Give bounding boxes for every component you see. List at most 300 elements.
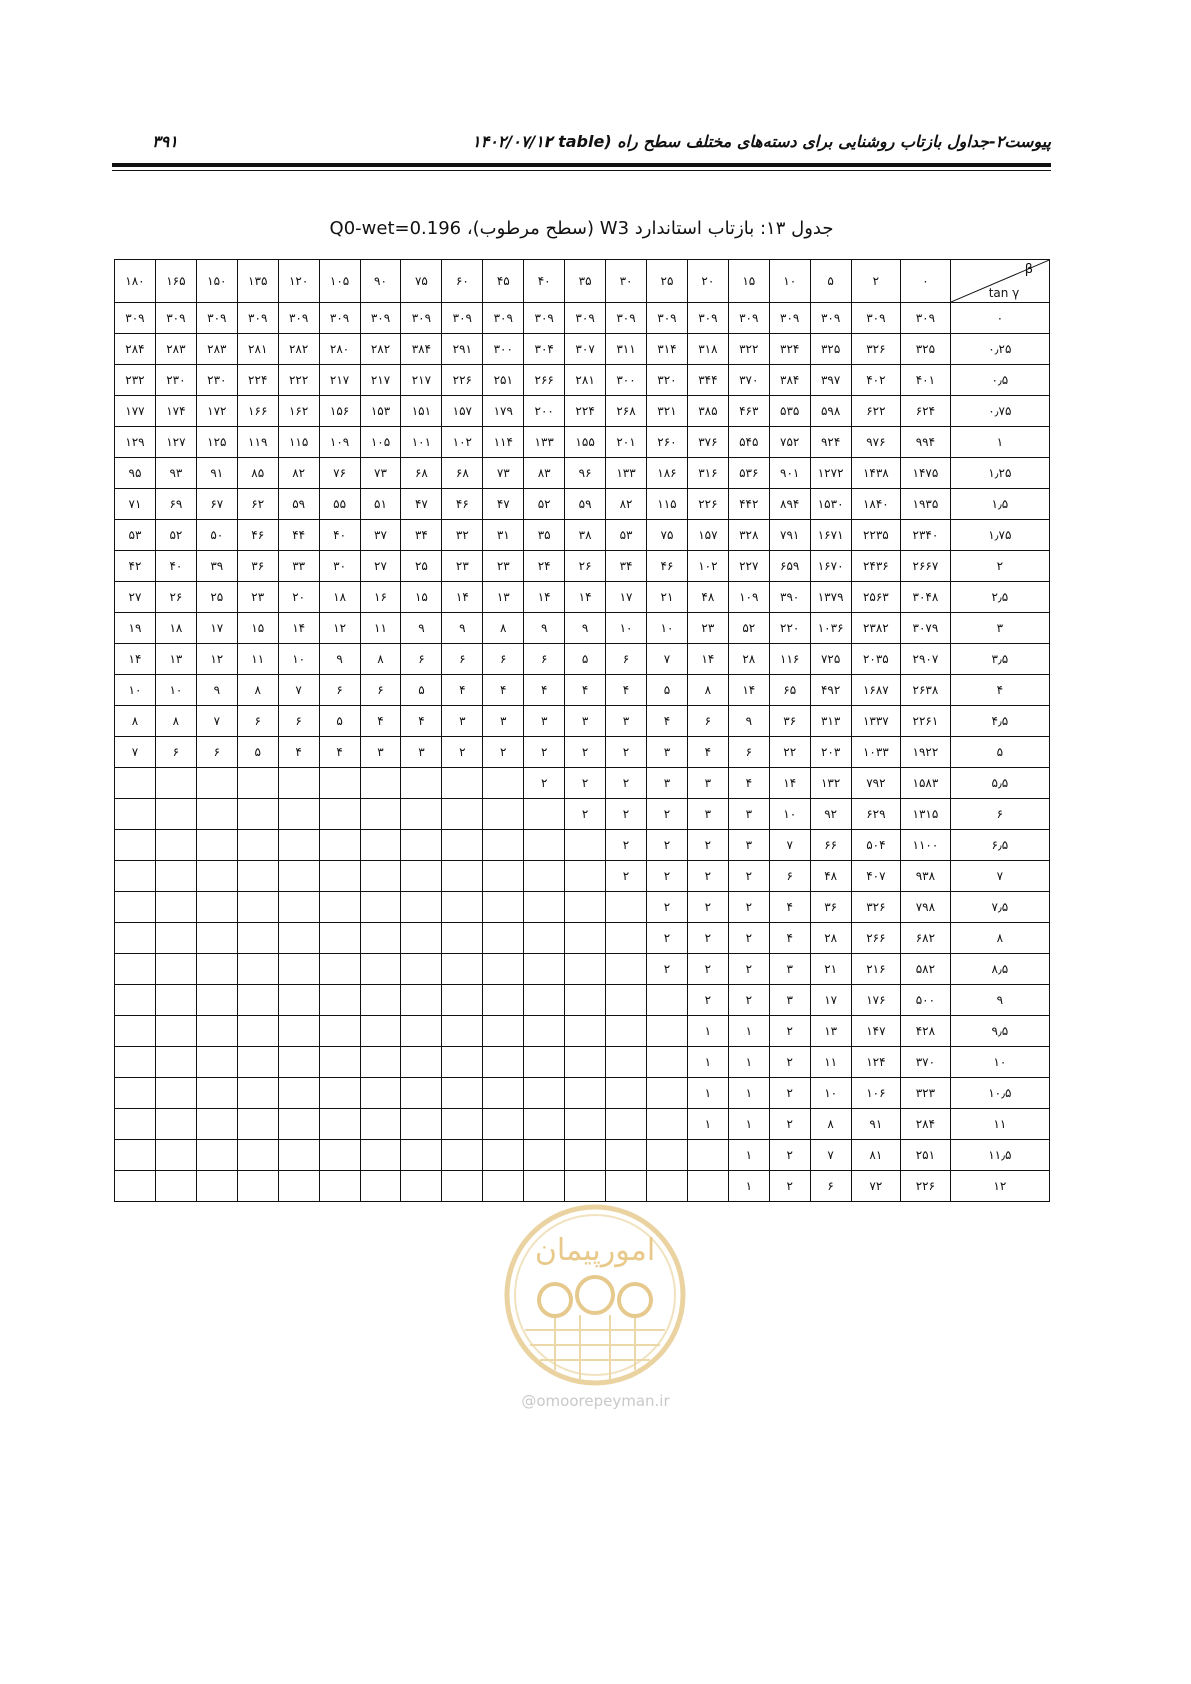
table-cell: ۲ (524, 737, 565, 768)
table-cell: ۴ (687, 737, 728, 768)
table-cell (115, 892, 156, 923)
table-cell (196, 1109, 237, 1140)
table-cell: ۲۲۶ (442, 365, 483, 396)
row-label: ۱۱٫۵ (950, 1140, 1049, 1171)
table-cell: ۲ (728, 954, 769, 985)
table-cell (319, 861, 360, 892)
table-cell: ۴ (319, 737, 360, 768)
table-cell: ۱۰۵ (360, 427, 401, 458)
table-cell: ۵۱ (360, 489, 401, 520)
table-cell: ۵۵ (319, 489, 360, 520)
table-cell (278, 768, 319, 799)
table-cell: ۲۳۰ (196, 365, 237, 396)
table-cell: ۹ (442, 613, 483, 644)
table-cell (115, 799, 156, 830)
table-cell: ۲۸۲ (278, 334, 319, 365)
table-cell: ۱۶۲ (278, 396, 319, 427)
table-cell (360, 1140, 401, 1171)
table-cell (401, 1140, 442, 1171)
table-cell (442, 1078, 483, 1109)
table-cell: ۱۲ (319, 613, 360, 644)
table-cell: ۳۰۹ (237, 303, 278, 334)
table-cell: ۱۱ (237, 644, 278, 675)
table-cell: ۵۰۴ (851, 830, 901, 861)
table-cell (442, 923, 483, 954)
table-cell: ۶ (360, 675, 401, 706)
table-cell (360, 892, 401, 923)
table-cell: ۵۲ (155, 520, 196, 551)
table-cell: ۵۳۵ (769, 396, 810, 427)
table-cell: ۵۰۰ (901, 985, 951, 1016)
column-header: ۱۳۵ (237, 260, 278, 303)
table-cell: ۴۷ (401, 489, 442, 520)
table-cell (115, 1171, 156, 1202)
table-cell: ۱ (687, 1078, 728, 1109)
table-cell: ۲ (606, 830, 647, 861)
table-cell: ۴۰۲ (851, 365, 901, 396)
table-cell: ۲ (769, 1171, 810, 1202)
table-cell: ۶ (319, 675, 360, 706)
table-cell: ۳۲۶ (851, 892, 901, 923)
table-cell: ۳۰۹ (565, 303, 606, 334)
table-cell: ۲ (565, 737, 606, 768)
table-cell (401, 830, 442, 861)
watermark-url: @omoorepeyman.ir (521, 1392, 670, 1410)
table-cell: ۲۲۶ (687, 489, 728, 520)
table-cell: ۵ (646, 675, 687, 706)
table-cell: ۳ (728, 830, 769, 861)
table-cell: ۱۴ (442, 582, 483, 613)
table-cell (196, 1047, 237, 1078)
table-cell (278, 1109, 319, 1140)
table-cell (196, 923, 237, 954)
table-cell: ۹۲۴ (810, 427, 851, 458)
column-header: ۲۰ (687, 260, 728, 303)
table-cell (278, 985, 319, 1016)
table-cell: ۴۰ (155, 551, 196, 582)
table-cell (319, 954, 360, 985)
table-row (115, 861, 1050, 892)
table-cell: ۲۸۳ (196, 334, 237, 365)
table-cell: ۶۵۹ (769, 551, 810, 582)
page-number: ۳۹۱ (152, 132, 178, 151)
table-cell (565, 1078, 606, 1109)
row-label: ۸ (950, 923, 1049, 954)
row-label: ۷٫۵ (950, 892, 1049, 923)
table-cell (237, 1047, 278, 1078)
table-cell: ۶ (483, 644, 524, 675)
table-cell (196, 799, 237, 830)
table-cell: ۳۰۹ (360, 303, 401, 334)
table-cell: ۹۶ (565, 458, 606, 489)
table-cell (442, 830, 483, 861)
table-row (115, 737, 1050, 768)
column-header: ۱۶۵ (155, 260, 196, 303)
table-cell: ۳۰۴ (524, 334, 565, 365)
table-cell: ۱۵ (401, 582, 442, 613)
table-cell: ۳۶ (810, 892, 851, 923)
table-cell: ۶ (155, 737, 196, 768)
table-cell: ۲ (646, 892, 687, 923)
column-header: ۱۵ (728, 260, 769, 303)
column-header: ۷۵ (401, 260, 442, 303)
table-cell (483, 830, 524, 861)
table-cell: ۲ (606, 861, 647, 892)
table-row (115, 520, 1050, 551)
table-cell: ۱۳ (483, 582, 524, 613)
table-cell: ۴۶ (646, 551, 687, 582)
table-cell: ۸۲ (278, 458, 319, 489)
table-cell (401, 1109, 442, 1140)
table-cell: ۲۵۱ (901, 1140, 951, 1171)
table-cell: ۲۳ (483, 551, 524, 582)
table-cell: ۱۷۲ (196, 396, 237, 427)
table-cell: ۲۳۰ (155, 365, 196, 396)
table-cell (687, 1171, 728, 1202)
table-cell (196, 1140, 237, 1171)
table-cell: ۱۴ (278, 613, 319, 644)
table-row (115, 706, 1050, 737)
table-cell: ۱۵۳ (360, 396, 401, 427)
table-cell (565, 1109, 606, 1140)
table-cell (646, 1171, 687, 1202)
row-label: ۷ (950, 861, 1049, 892)
table-cell (606, 1140, 647, 1171)
table-cell: ۲۸۴ (115, 334, 156, 365)
table-cell: ۱۵۷ (442, 396, 483, 427)
table-cell (646, 985, 687, 1016)
table-cell: ۴۴ (278, 520, 319, 551)
table-cell (565, 1016, 606, 1047)
table-cell: ۹۰۱ (769, 458, 810, 489)
table-cell: ۹۳۸ (901, 861, 951, 892)
table-cell: ۴ (483, 675, 524, 706)
table-cell (237, 1171, 278, 1202)
table-cell: ۱۳ (155, 644, 196, 675)
table-row (115, 458, 1050, 489)
table-cell: ۳ (728, 799, 769, 830)
row-label: ۲ (950, 551, 1049, 582)
table-cell: ۷ (769, 830, 810, 861)
table-cell (115, 830, 156, 861)
table-cell (278, 1047, 319, 1078)
table-row (115, 489, 1050, 520)
table-cell: ۲۲۷ (728, 551, 769, 582)
table-cell: ۲۱۷ (319, 365, 360, 396)
table-cell (155, 923, 196, 954)
table-cell (196, 892, 237, 923)
table-cell: ۲۶۶ (524, 365, 565, 396)
table-cell: ۲۱۶ (851, 954, 901, 985)
row-label: ۰ (950, 303, 1049, 334)
table-cell: ۶۸ (401, 458, 442, 489)
table-cell: ۴۰۷ (851, 861, 901, 892)
table-cell (401, 1171, 442, 1202)
table-cell: ۲۳ (442, 551, 483, 582)
table-cell: ۳۹۷ (810, 365, 851, 396)
table-cell: ۳۶ (237, 551, 278, 582)
table-cell (278, 861, 319, 892)
table-cell (442, 954, 483, 985)
table-cell: ۷ (278, 675, 319, 706)
table-row (115, 1078, 1050, 1109)
table-cell: ۱۱۶ (769, 644, 810, 675)
table-cell: ۱۰۱ (401, 427, 442, 458)
table-cell: ۶۵ (769, 675, 810, 706)
table-cell: ۸۵ (237, 458, 278, 489)
table-cell (687, 1140, 728, 1171)
table-cell (360, 861, 401, 892)
table-cell (442, 1109, 483, 1140)
row-label: ۱۱ (950, 1109, 1049, 1140)
table-row (115, 334, 1050, 365)
row-label: ۰٫۷۵ (950, 396, 1049, 427)
table-cell: ۲ (769, 1109, 810, 1140)
row-label: ۸٫۵ (950, 954, 1049, 985)
table-cell: ۲۲۶۱ (901, 706, 951, 737)
table-cell: ۲ (646, 923, 687, 954)
column-header: ۵ (810, 260, 851, 303)
column-header: ۴۵ (483, 260, 524, 303)
row-label: ۶ (950, 799, 1049, 830)
table-cell: ۱۴ (687, 644, 728, 675)
table-cell: ۱۳۱۵ (901, 799, 951, 830)
table-cell: ۶ (728, 737, 769, 768)
column-header: ۹۰ (360, 260, 401, 303)
table-cell: ۲ (565, 799, 606, 830)
table-cell: ۸۱ (851, 1140, 901, 1171)
table-cell: ۳۸ (565, 520, 606, 551)
table-cell: ۳۴۴ (687, 365, 728, 396)
table-cell: ۳۰۹ (278, 303, 319, 334)
table-cell: ۴۷ (483, 489, 524, 520)
table-cell: ۱۴۷ (851, 1016, 901, 1047)
table-cell: ۱۹۲۲ (901, 737, 951, 768)
table-cell: ۱ (728, 1078, 769, 1109)
table-cell: ۵ (401, 675, 442, 706)
table-cell: ۱۷۴ (155, 396, 196, 427)
table-cell: ۴ (442, 675, 483, 706)
table-cell (483, 1171, 524, 1202)
table-cell: ۱۴ (524, 582, 565, 613)
table-row (115, 1109, 1050, 1140)
table-cell (524, 861, 565, 892)
table-row (115, 799, 1050, 830)
table-cell: ۲۶۳۸ (901, 675, 951, 706)
table-cell: ۲ (646, 954, 687, 985)
column-header: ۲۵ (646, 260, 687, 303)
table-cell: ۱۹ (115, 613, 156, 644)
row-label: ۴ (950, 675, 1049, 706)
table-cell: ۹۵ (115, 458, 156, 489)
header-rule-thick (112, 163, 1051, 167)
table-cell: ۴۶ (442, 489, 483, 520)
table-cell (196, 1171, 237, 1202)
table-cell: ۲۶۸ (606, 396, 647, 427)
table-cell (115, 1078, 156, 1109)
table-cell: ۷۲ (851, 1171, 901, 1202)
table-cell (319, 1047, 360, 1078)
table-cell: ۲۱ (810, 954, 851, 985)
table-cell (196, 861, 237, 892)
table-cell (360, 1171, 401, 1202)
table-cell: ۴ (769, 923, 810, 954)
table-cell: ۲ (687, 923, 728, 954)
header-row (115, 260, 1050, 303)
table-cell: ۲ (646, 830, 687, 861)
table-cell: ۱۸۴۰ (851, 489, 901, 520)
table-cell (442, 1171, 483, 1202)
table-cell: ۱۲۹ (115, 427, 156, 458)
table-row (115, 365, 1050, 396)
table-cell: ۸ (483, 613, 524, 644)
table-cell: ۲ (483, 737, 524, 768)
table-cell: ۳ (646, 768, 687, 799)
table-cell: ۹۳ (155, 458, 196, 489)
table-cell: ۲۷ (115, 582, 156, 613)
table-cell: ۱۷ (196, 613, 237, 644)
table-cell: ۲۵۶۳ (851, 582, 901, 613)
table-cell: ۲۰۳۵ (851, 644, 901, 675)
table-cell: ۱۷۷ (115, 396, 156, 427)
table-cell: ۴ (401, 706, 442, 737)
table-cell: ۳ (524, 706, 565, 737)
table-cell: ۲۶۶۷ (901, 551, 951, 582)
table-cell: ۳۰۹ (524, 303, 565, 334)
table-cell: ۳ (687, 799, 728, 830)
table-row (115, 303, 1050, 334)
table-cell: ۴ (769, 892, 810, 923)
table-cell: ۳۵ (524, 520, 565, 551)
table-cell (237, 923, 278, 954)
row-label: ۱۰٫۵ (950, 1078, 1049, 1109)
table-cell: ۱۱۰۰ (901, 830, 951, 861)
table-cell: ۴ (728, 768, 769, 799)
table-cell: ۴ (524, 675, 565, 706)
table-cell (115, 1140, 156, 1171)
table-cell (237, 892, 278, 923)
table-cell (565, 892, 606, 923)
table-cell (115, 768, 156, 799)
table-cell: ۱۰ (115, 675, 156, 706)
table-cell: ۹ (728, 706, 769, 737)
table-cell: ۲۴۳۶ (851, 551, 901, 582)
table-cell: ۲ (646, 861, 687, 892)
table-cell: ۹ (524, 613, 565, 644)
beta-label: β (1024, 262, 1033, 277)
table-cell: ۳۲۲ (728, 334, 769, 365)
table-cell (237, 1109, 278, 1140)
table-cell: ۳۱۸ (687, 334, 728, 365)
table-cell: ۲۲۲ (278, 365, 319, 396)
table-cell: ۲ (442, 737, 483, 768)
table-cell: ۲۳ (237, 582, 278, 613)
table-cell (360, 954, 401, 985)
row-label: ۱٫۲۵ (950, 458, 1049, 489)
table-cell (606, 1078, 647, 1109)
table-cell: ۳۰۹ (483, 303, 524, 334)
table-row (115, 1047, 1050, 1078)
table-cell: ۶ (196, 737, 237, 768)
table-cell (401, 1016, 442, 1047)
table-cell (196, 985, 237, 1016)
table-cell: ۳۰۹ (810, 303, 851, 334)
table-cell: ۳۰۹ (155, 303, 196, 334)
table-cell: ۳۷۶ (687, 427, 728, 458)
table-cell: ۳ (606, 706, 647, 737)
table-row (115, 830, 1050, 861)
table-cell: ۱ (687, 1109, 728, 1140)
table-cell: ۱۵۷ (687, 520, 728, 551)
table-cell: ۶ (810, 1171, 851, 1202)
table-cell: ۱۴ (728, 675, 769, 706)
row-label: ۳٫۵ (950, 644, 1049, 675)
table-cell (278, 892, 319, 923)
table-cell: ۲۸۴ (901, 1109, 951, 1140)
table-cell: ۷۲۵ (810, 644, 851, 675)
row-label: ۰٫۲۵ (950, 334, 1049, 365)
table-cell: ۲۲۴ (565, 396, 606, 427)
table-cell: ۴۰۱ (901, 365, 951, 396)
table-cell (524, 1140, 565, 1171)
table-cell (483, 892, 524, 923)
table-cell: ۲۵۱ (483, 365, 524, 396)
column-header: ۱۸۰ (115, 260, 156, 303)
column-header: ۱۵۰ (196, 260, 237, 303)
table-cell: ۱۲۷۲ (810, 458, 851, 489)
table-cell: ۱۴۳۸ (851, 458, 901, 489)
table-cell: ۳۰۹ (687, 303, 728, 334)
table-cell (524, 1078, 565, 1109)
table-cell: ۱ (687, 1047, 728, 1078)
table-cell: ۱۷ (810, 985, 851, 1016)
table-cell: ۲۵ (401, 551, 442, 582)
table-cell: ۳ (401, 737, 442, 768)
table-cell: ۲ (728, 861, 769, 892)
table-cell: ۸ (360, 644, 401, 675)
watermark-logo (500, 1200, 690, 1390)
table-cell: ۷۱ (115, 489, 156, 520)
table-cell: ۲۸ (810, 923, 851, 954)
table-cell (360, 1078, 401, 1109)
table-cell: ۸ (810, 1109, 851, 1140)
table-cell: ۸۳ (524, 458, 565, 489)
table-cell: ۱۸۶ (646, 458, 687, 489)
row-label: ۵ (950, 737, 1049, 768)
table-cell: ۷۳ (360, 458, 401, 489)
table-cell (319, 768, 360, 799)
table-cell (155, 1140, 196, 1171)
table-cell (483, 799, 524, 830)
table-cell: ۱۷۹ (483, 396, 524, 427)
table-cell: ۳ (646, 737, 687, 768)
table-cell (319, 923, 360, 954)
table-cell (442, 799, 483, 830)
table-cell (319, 799, 360, 830)
table-cell (360, 1109, 401, 1140)
table-cell: ۲۹۱ (442, 334, 483, 365)
table-cell (237, 768, 278, 799)
table-cell (237, 1078, 278, 1109)
table-cell: ۳۰۴۸ (901, 582, 951, 613)
table-cell: ۸۹۴ (769, 489, 810, 520)
table-cell: ۷۵ (646, 520, 687, 551)
table-cell: ۱۶۷۰ (810, 551, 851, 582)
table-cell: ۳۱۳ (810, 706, 851, 737)
table-cell (319, 892, 360, 923)
table-cell: ۱۵۶ (319, 396, 360, 427)
table-cell (237, 799, 278, 830)
